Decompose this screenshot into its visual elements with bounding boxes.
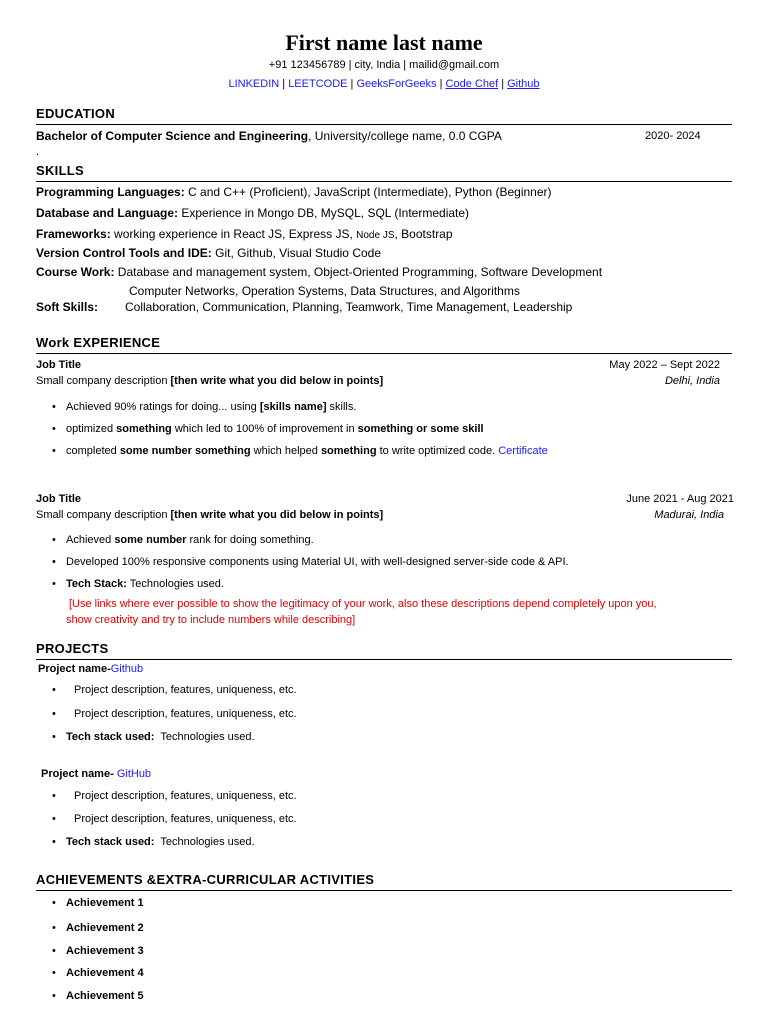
bullet-icon: • xyxy=(52,445,56,457)
skills-heading: SKILLS xyxy=(36,163,85,178)
job-description: Small company description [then write what you did below in points] xyxy=(36,375,384,387)
skill-course-work: Course Work: Database and management system, Object-Oriented Programming, Software Development xyxy=(36,265,603,279)
project1-tech-stack: • Tech stack used: Technologies used. xyxy=(52,731,255,743)
bullet-icon: • xyxy=(52,813,56,825)
job-title: Job Title xyxy=(36,359,82,371)
soft-skills-value: Collaboration, Communication, Planning, Teamwork, Time Management, Leadership xyxy=(125,300,573,314)
projects-divider xyxy=(36,659,732,660)
bullet-icon: • xyxy=(52,945,56,957)
bullet-icon: • xyxy=(52,990,56,1002)
achievement-item: • Achievement 1 xyxy=(52,897,144,909)
stray-mark: . xyxy=(36,146,40,158)
job1-bullet-2: • optimized something which led to 100% of improvement in something or some skill xyxy=(52,423,484,435)
job2-bullet-1: • Achieved some number rank for doing something. xyxy=(52,534,314,546)
codechef-link[interactable]: Code Chef xyxy=(445,78,499,90)
project-github-link[interactable]: GitHub xyxy=(116,768,152,780)
project-name: Project name-Github xyxy=(38,663,144,675)
guidance-note-cont: show creativity and try to include numbers while describing] xyxy=(66,614,356,626)
job1-bullet-1: • Achieved 90% ratings for doing... using [skills name] skills. xyxy=(52,401,357,413)
skill-version-control: Version Control Tools and IDE: Git, Github, Visual Studio Code xyxy=(36,246,382,260)
work-divider xyxy=(36,353,732,354)
work-heading: Work EXPERIENCE xyxy=(36,335,161,350)
contact-line: +91 123456789 | city, India | mailid@gmail.com xyxy=(268,59,500,71)
project-github-link[interactable]: Github xyxy=(110,663,144,675)
candidate-name: First name last name xyxy=(285,30,483,55)
bullet-icon: • xyxy=(52,423,56,435)
project2-bullet-2: • Project description, features, uniqueness, etc. xyxy=(52,813,297,825)
skill-course-work-cont: Computer Networks, Operation Systems, Data Structures, and Algorithms xyxy=(129,284,520,298)
profile-links: LINKEDIN | LEETCODE | GeeksForGeeks | Code Chef | Github xyxy=(228,78,540,90)
achievements-heading: ACHIEVEMENTS &EXTRA-CURRICULAR ACTIVITIES xyxy=(36,872,375,887)
geeksforgeeks-link[interactable]: GeeksForGeeks xyxy=(356,78,437,90)
job1-bullet-3: • completed some number something which helped something to write optimized code. Certificate xyxy=(52,445,548,457)
skill-soft-skills: Soft Skills: xyxy=(36,300,99,314)
project2-tech-stack: • Tech stack used: Technologies used. xyxy=(52,836,255,848)
skills-divider xyxy=(36,181,732,182)
bullet-icon: • xyxy=(52,922,56,934)
education-divider xyxy=(36,124,732,125)
achievement-item: • Achievement 4 xyxy=(52,967,144,979)
job-title: Job Title xyxy=(36,493,82,505)
bullet-icon: • xyxy=(52,708,56,720)
bullet-icon: • xyxy=(52,790,56,802)
job-location: Madurai, India xyxy=(654,509,724,521)
skill-programming-languages: Programming Languages: C and C++ (Proficient), JavaScript (Intermediate), Python (Beginner) xyxy=(36,185,552,199)
bullet-icon: • xyxy=(52,684,56,696)
bullet-icon: • xyxy=(52,556,56,568)
degree-details: , University/college name, 0.0 CGPA xyxy=(308,129,502,143)
project2-bullet-1: • Project description, features, uniqueness, etc. xyxy=(52,790,297,802)
bullet-icon: • xyxy=(52,401,56,413)
education-entry xyxy=(36,129,502,143)
certificate-link[interactable]: Certificate xyxy=(498,445,548,457)
github-link[interactable]: Github xyxy=(507,78,540,90)
bullet-icon: • xyxy=(52,578,56,590)
bullet-icon: • xyxy=(52,731,56,743)
job-dates: June 2021 - Aug 2021 xyxy=(626,493,734,505)
achievement-item: • Achievement 2 xyxy=(52,922,144,934)
project1-bullet-1: • Project description, features, uniqueness, etc. xyxy=(52,684,297,696)
skill-frameworks: Frameworks: working experience in React JS, Express JS, Node JS, Bootstrap xyxy=(36,227,453,241)
project1-bullet-2: • Project description, features, uniqueness, etc. xyxy=(52,708,297,720)
education-heading: EDUCATION xyxy=(36,106,116,121)
project-name: Project name- GitHub xyxy=(41,768,152,780)
job-dates: May 2022 – Sept 2022 xyxy=(609,359,720,371)
bullet-icon: • xyxy=(52,534,56,546)
job2-bullet-2: • Developed 100% responsive components using Material UI, with well-designed server-side code & API. xyxy=(52,556,569,568)
job2-bullet-3: • Tech Stack: Technologies used. xyxy=(52,578,224,590)
job-description: Small company description [then write what you did below in points] xyxy=(36,509,384,521)
achievements-divider xyxy=(36,890,732,891)
job-location: Delhi, India xyxy=(664,375,720,387)
achievement-item: • Achievement 5 xyxy=(52,990,144,1002)
bullet-icon: • xyxy=(52,897,56,909)
guidance-note: [Use links where ever possible to show the legitimacy of your work, also these descriptions depend completely upon you, xyxy=(69,598,657,610)
degree-name: Bachelor of Computer Science and Engineering xyxy=(36,129,309,143)
bullet-icon: • xyxy=(52,836,56,848)
projects-heading: PROJECTS xyxy=(36,641,109,656)
skill-database: Database and Language: Experience in Mongo DB, MySQL, SQL (Intermediate) xyxy=(36,206,470,220)
achievement-item: • Achievement 3 xyxy=(52,945,144,957)
linkedin-link[interactable]: LINKEDIN xyxy=(228,78,280,90)
education-years: 2020- 2024 xyxy=(645,130,701,142)
bullet-icon: • xyxy=(52,967,56,979)
leetcode-link[interactable]: LEETCODE xyxy=(288,78,348,90)
